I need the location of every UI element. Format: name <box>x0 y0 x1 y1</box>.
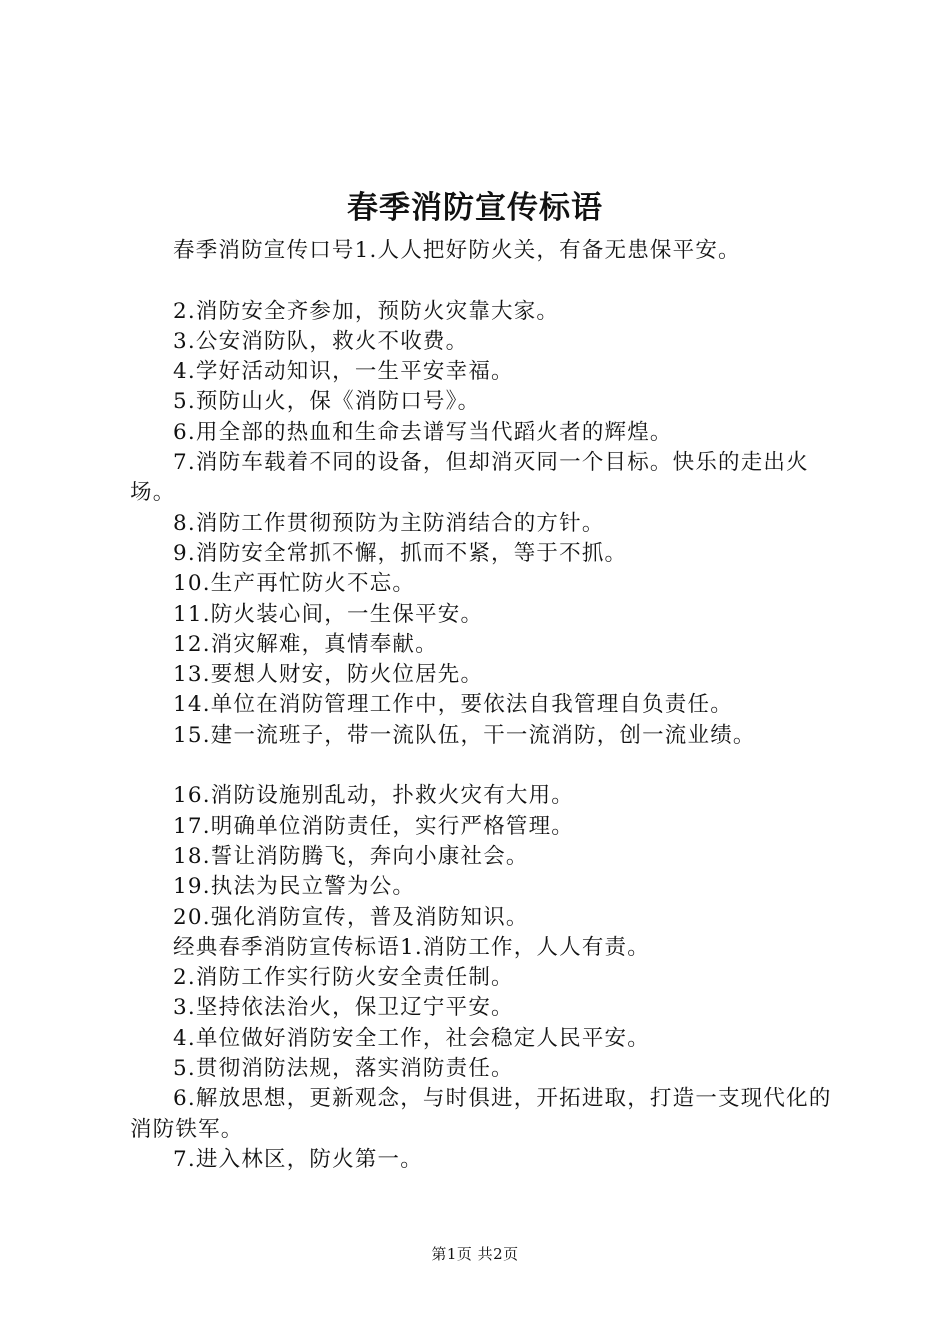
slogan-line: 9.消防安全常抓不懈，抓而不紧，等于不抓。 <box>173 540 628 566</box>
slogan-line: 12.消灾解难，真情奉献。 <box>173 631 438 657</box>
slogan-line: 20.强化消防宣传，普及消防知识。 <box>173 904 529 930</box>
slogan-line: 经典春季消防宣传标语1.消防工作，人人有责。 <box>173 934 650 960</box>
slogan-line: 18.誓让消防腾飞，奔向小康社会。 <box>173 843 529 869</box>
slogan-line: 7.消防车载着不同的设备，但却消灭同一个目标。快乐的走出火场。 <box>130 450 809 506</box>
slogan-line: 17.明确单位消防责任，实行严格管理。 <box>173 813 574 839</box>
slogan-line: 16.消防设施别乱动，扑救火灾有大用。 <box>173 783 574 809</box>
paragraph-gap <box>130 751 835 781</box>
slogan-line: 14.单位在消防管理工作中，要依法自我管理自负责任。 <box>173 692 733 718</box>
slogan-line: 10.生产再忙防火不忘。 <box>173 571 416 597</box>
slogan-line: 13.要想人财安，防火位居先。 <box>173 662 484 688</box>
slogan-line: 5.贯彻消防法规，落实消防责任。 <box>173 1056 514 1082</box>
slogan-line: 6.用全部的热血和生命去谱写当代蹈火者的辉煌。 <box>173 419 673 445</box>
slogan-line: 6.解放思想，更新观念，与时俱进，开拓进取，打造一支现代化的消防铁军。 <box>130 1086 832 1142</box>
slogan-line: 3.公安消防队，救火不收费。 <box>173 328 469 354</box>
slogan-line: 2.消防工作实行防火安全责任制。 <box>173 965 514 991</box>
slogan-line: 4.学好活动知识，一生平安幸福。 <box>173 359 514 385</box>
slogan-line: 19.执法为民立警为公。 <box>173 874 416 900</box>
slogan-line: 11.防火装心间，一生保平安。 <box>173 601 484 627</box>
slogan-line: 5.预防山火，保《消防口号》。 <box>173 389 481 415</box>
slogan-line: 春季消防宣传口号1.人人把好防火关，有备无患保平安。 <box>173 238 741 263</box>
slogan-line: 3.坚持依法治火，保卫辽宁平安。 <box>173 995 514 1021</box>
paragraph-gap <box>130 266 835 296</box>
slogan-line: 15.建一流班子，带一流队伍，干一流消防，创一流业绩。 <box>173 722 756 748</box>
slogan-line: 2.消防安全齐参加，预防火灾靠大家。 <box>173 298 560 324</box>
page-footer: 第1页 共2页 <box>431 1245 519 1263</box>
slogan-line: 4.单位做好消防安全工作，社会稳定人民平安。 <box>173 1025 650 1051</box>
slogan-line: 8.消防工作贯彻预防为主防消结合的方针。 <box>173 510 605 536</box>
document-title: 春季消防宣传标语 <box>347 190 603 226</box>
document-body <box>130 236 835 1175</box>
slogan-line: 7.进入林区，防火第一。 <box>173 1146 423 1172</box>
